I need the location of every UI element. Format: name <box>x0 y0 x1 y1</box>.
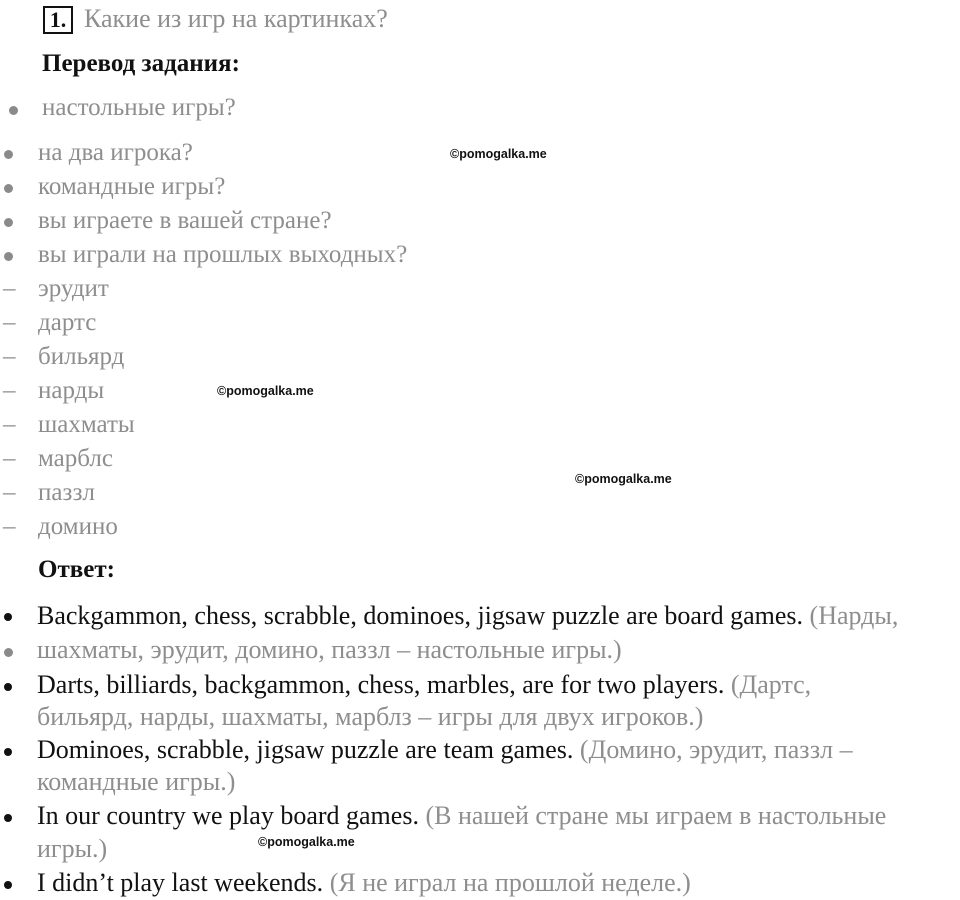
dash-marker: – <box>3 309 16 336</box>
watermark: ©pomogalka.me <box>450 147 547 161</box>
watermark: ©pomogalka.me <box>575 472 672 486</box>
bullet-icon <box>4 648 13 657</box>
bullet-icon <box>4 184 13 193</box>
game-item: бильярд <box>38 343 125 370</box>
game-item: домино <box>38 513 118 540</box>
answer-line <box>37 601 898 631</box>
bullet-icon <box>4 683 12 691</box>
game-item: нарды <box>38 377 105 404</box>
bullet-icon <box>4 613 12 621</box>
answer-line <box>37 868 691 898</box>
answer-line <box>37 735 853 765</box>
answer-english: Backgammon, chess, scrabble, dominoes, jigsaw puzzle are board games. <box>37 601 804 630</box>
answer-english: I didn’t play last weekends. <box>37 868 324 897</box>
answer-russian: (Дартс, <box>730 670 812 699</box>
dash-marker: – <box>3 445 16 472</box>
bullet-icon <box>4 748 12 756</box>
answer-russian: (В нашей стране мы играем в настольные <box>425 801 887 830</box>
answer-russian: (Я не играл на прошлой неделе.) <box>329 868 691 897</box>
bullet-icon <box>4 252 13 261</box>
watermark: ©pomogalka.me <box>258 835 355 849</box>
task-question: Какие из игр на картинках? <box>84 4 388 33</box>
question-item: командные игры? <box>38 173 226 200</box>
question-item: вы играли на прошлых выходных? <box>38 241 408 268</box>
dash-marker: – <box>3 377 16 404</box>
answer-russian-cont: шахматы, эрудит, домино, паззл – настольные игры.) <box>37 635 622 664</box>
dash-marker: – <box>3 479 16 506</box>
answer-russian-cont: командные игры.) <box>37 767 236 796</box>
question-item: настольные игры? <box>42 94 236 121</box>
task-number-box: 1. <box>43 6 73 34</box>
bullet-icon <box>4 150 13 159</box>
dash-marker: – <box>3 343 16 370</box>
bullet-icon <box>4 881 12 889</box>
game-item: эрудит <box>38 275 109 302</box>
answer-line <box>37 801 886 831</box>
answer-english: Dominoes, scrabble, jigsaw puzzle are team games. <box>37 735 574 764</box>
watermark: ©pomogalka.me <box>217 384 314 398</box>
dash-marker: – <box>3 411 16 438</box>
answer-heading: Ответ: <box>38 556 115 583</box>
game-item: паззл <box>38 479 96 506</box>
translation-heading: Перевод задания: <box>42 50 240 77</box>
answer-russian-cont: бильярд, нарды, шахматы, марблз – игры для двух игроков.) <box>37 702 704 731</box>
answer-russian: (Домино, эрудит, паззл – <box>579 735 853 764</box>
bullet-icon <box>4 814 12 822</box>
game-item: марблс <box>38 445 113 472</box>
bullet-icon <box>9 106 18 115</box>
dash-marker: – <box>3 513 16 540</box>
dash-marker: – <box>3 275 16 302</box>
answer-english: Darts, billiards, backgammon, chess, marbles, are for two players. <box>37 670 725 699</box>
question-item: вы играете в вашей стране? <box>38 207 332 234</box>
answer-russian-cont: игры.) <box>37 834 108 863</box>
game-item: дартс <box>38 309 97 336</box>
bullet-icon <box>4 218 13 227</box>
answer-russian: (Нарды, <box>809 601 899 630</box>
answer-english: In our country we play board games. <box>37 801 419 830</box>
answer-line <box>37 670 811 700</box>
question-item: на два игрока? <box>38 139 193 166</box>
game-item: шахматы <box>38 411 135 438</box>
